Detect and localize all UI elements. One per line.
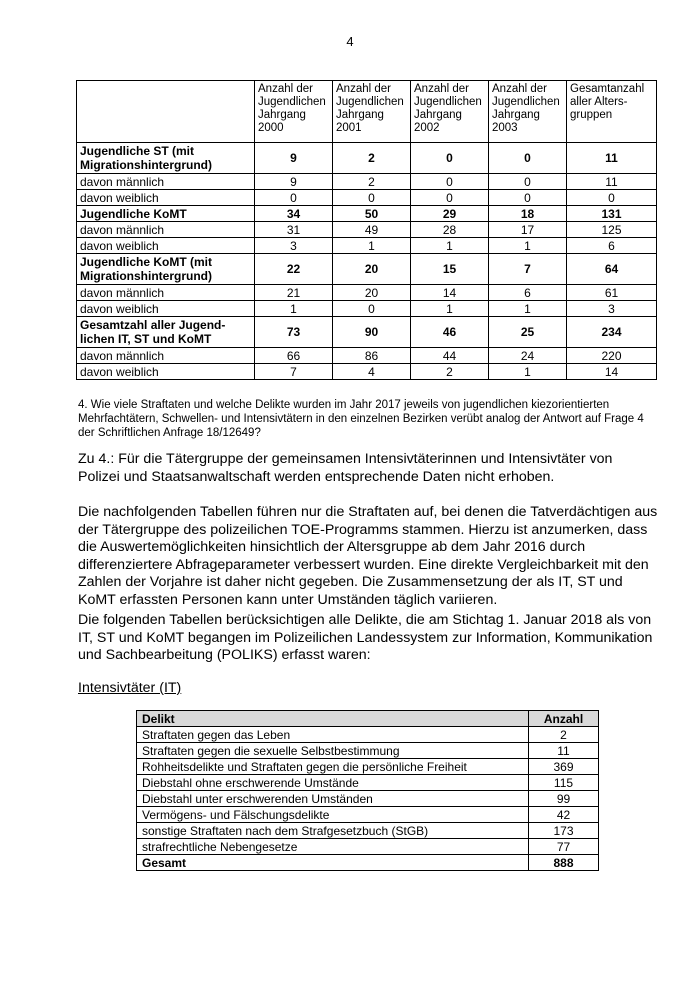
- table-row: [137, 839, 599, 855]
- row-value: 220: [567, 348, 657, 364]
- row-value: 7: [489, 254, 567, 285]
- answer-paragraph-1: Zu 4.: Für die Tätergruppe der gemeinsamen Intensivtäterinnen und Intensivtäter von Polizei und Staatsanwaltschaft werden entsprechende Daten nicht erhoben.: [78, 451, 613, 485]
- header-2003: Anzahl der Jugendlichen Jahrgang 2003: [489, 81, 567, 143]
- row-value: 86: [333, 348, 411, 364]
- row-value: 18: [489, 206, 567, 222]
- section-heading-intensivtaeter: Intensivtäter (IT): [78, 680, 182, 696]
- youth-offender-table: [76, 80, 657, 380]
- table-row: [77, 348, 657, 364]
- row-value: 2: [333, 174, 411, 190]
- table-row: [137, 759, 599, 775]
- total-row: [137, 855, 599, 871]
- row-value: 1: [489, 301, 567, 317]
- answer-paragraph-3: Die folgenden Tabellen berücksichtigen alle Delikte, die am Stichtag 1. Januar 2018 als von IT, ST und KoMT begangen im Polizeilichen Landessystem zur Information, Kommunikation und Sachbearbeitung (POLIKS) erfasst waren:: [78, 612, 653, 663]
- offense-name: sonstige Straftaten nach dem Strafgesetzbuch (StGB): [137, 823, 529, 839]
- row-value: 14: [567, 364, 657, 380]
- row-value: 0: [411, 174, 489, 190]
- header-2002: Anzahl der Jugendlichen Jahrgang 2002: [411, 81, 489, 143]
- row-value: 0: [411, 143, 489, 174]
- row-value: 34: [255, 206, 333, 222]
- row-value: 0: [489, 174, 567, 190]
- table-row: [137, 727, 599, 743]
- header-total: Gesamtanzahl aller Alters-gruppen: [567, 81, 657, 143]
- row-value: 0: [255, 190, 333, 206]
- row-value: 1: [489, 238, 567, 254]
- row-value: 131: [567, 206, 657, 222]
- row-value: 0: [333, 190, 411, 206]
- row-value: 0: [333, 301, 411, 317]
- row-value: 28: [411, 222, 489, 238]
- offense-table: [136, 710, 599, 871]
- table-row: [77, 317, 657, 348]
- row-value: 15: [411, 254, 489, 285]
- row-value: 46: [411, 317, 489, 348]
- offense-count: 369: [529, 759, 599, 775]
- offense-count: 42: [529, 807, 599, 823]
- table-row: [77, 222, 657, 238]
- table-header-row: [77, 81, 657, 143]
- offense-count: 77: [529, 839, 599, 855]
- row-value: 24: [489, 348, 567, 364]
- row-value: 25: [489, 317, 567, 348]
- row-label: davon weiblich: [77, 238, 255, 254]
- table-row: [77, 285, 657, 301]
- row-value: 31: [255, 222, 333, 238]
- row-value: 14: [411, 285, 489, 301]
- offense-count: 115: [529, 775, 599, 791]
- row-value: 22: [255, 254, 333, 285]
- row-value: 20: [333, 285, 411, 301]
- offense-count: 11: [529, 743, 599, 759]
- offense-name: strafrechtliche Nebengesetze: [137, 839, 529, 855]
- table-row: [137, 775, 599, 791]
- row-value: 1: [489, 364, 567, 380]
- row-value: 6: [489, 285, 567, 301]
- answer-paragraph-2: Die nachfolgenden Tabellen führen nur die Straftaten auf, bei denen die Tatverdächtigen aus der Tätergruppe des polizeilichen TOE-Programms stammen. Hierzu ist anzumerken, dass die Auswertemöglichkeiten hinsichtlich der Altersgruppe ab dem Jahr 2016 durch differenziertere Abfrageparameter verbessert wurden. Eine direkte Vergleichbarkeit mit den Zahlen der Vorjahre ist daher nicht gegeben. Die Zusammensetzung der als IT, ST und KoMT erfassten Personen kann unter Umständen täglich variieren.: [78, 504, 658, 608]
- total-label: Gesamt: [137, 855, 529, 871]
- row-value: 0: [489, 190, 567, 206]
- offense-header-row: [137, 711, 599, 727]
- row-value: 6: [567, 238, 657, 254]
- table-row: [137, 791, 599, 807]
- row-value: 61: [567, 285, 657, 301]
- row-value: 73: [255, 317, 333, 348]
- row-value: 11: [567, 174, 657, 190]
- table-row: [77, 254, 657, 285]
- row-label: davon männlich: [77, 174, 255, 190]
- offense-name: Diebstahl unter erschwerenden Umständen: [137, 791, 529, 807]
- row-value: 9: [255, 174, 333, 190]
- row-value: 44: [411, 348, 489, 364]
- row-value: 90: [333, 317, 411, 348]
- row-label: davon weiblich: [77, 301, 255, 317]
- table-row: [137, 807, 599, 823]
- row-value: 21: [255, 285, 333, 301]
- row-value: 0: [411, 190, 489, 206]
- question-4: 4. Wie viele Straftaten und welche Delikte wurden im Jahr 2017 jeweils von jugendlichen kiezorientierten Mehrfachtätern, Schwellen- und Intensivtätern in den einzelnen Bezirken verübt analog der Antwort auf Frage 4 der Schriftlichen Anfrage 18/12649?: [78, 399, 644, 439]
- table-row: [77, 206, 657, 222]
- row-value: 50: [333, 206, 411, 222]
- offense-count: 173: [529, 823, 599, 839]
- table-row: [77, 174, 657, 190]
- row-value: 20: [333, 254, 411, 285]
- table-row: [77, 301, 657, 317]
- row-value: 2: [411, 364, 489, 380]
- row-label: davon männlich: [77, 222, 255, 238]
- header-empty: [77, 81, 255, 143]
- offense-name: Straftaten gegen das Leben: [137, 727, 529, 743]
- offense-name: Straftaten gegen die sexuelle Selbstbestimmung: [137, 743, 529, 759]
- row-label: Jugendliche KoMT (mit Migrationshintergrund): [77, 254, 255, 285]
- page-number: 4: [346, 34, 354, 49]
- row-value: 7: [255, 364, 333, 380]
- row-value: 0: [489, 143, 567, 174]
- row-label: davon weiblich: [77, 364, 255, 380]
- offense-name: Diebstahl ohne erschwerende Umstände: [137, 775, 529, 791]
- table-row: [77, 143, 657, 174]
- row-value: 3: [567, 301, 657, 317]
- row-value: 234: [567, 317, 657, 348]
- offense-name: Rohheitsdelikte und Straftaten gegen die persönliche Freiheit: [137, 759, 529, 775]
- row-label: davon männlich: [77, 348, 255, 364]
- row-value: 1: [411, 238, 489, 254]
- row-value: 49: [333, 222, 411, 238]
- table-row: [77, 190, 657, 206]
- row-value: 1: [333, 238, 411, 254]
- table-row: [77, 238, 657, 254]
- row-label: Jugendliche ST (mit Migrationshintergrund): [77, 143, 255, 174]
- row-value: 66: [255, 348, 333, 364]
- header-delikt: Delikt: [137, 711, 529, 727]
- table-row: [77, 364, 657, 380]
- row-value: 3: [255, 238, 333, 254]
- row-value: 1: [411, 301, 489, 317]
- row-value: 125: [567, 222, 657, 238]
- header-2001: Anzahl der Jugendlichen Jahrgang 2001: [333, 81, 411, 143]
- row-value: 9: [255, 143, 333, 174]
- row-value: 4: [333, 364, 411, 380]
- offense-count: 2: [529, 727, 599, 743]
- row-label: davon männlich: [77, 285, 255, 301]
- header-anzahl: Anzahl: [529, 711, 599, 727]
- table-row: [137, 743, 599, 759]
- row-label: Jugendliche KoMT: [77, 206, 255, 222]
- row-value: 2: [333, 143, 411, 174]
- offense-count: 99: [529, 791, 599, 807]
- row-value: 1: [255, 301, 333, 317]
- row-value: 0: [567, 190, 657, 206]
- table-row: [137, 823, 599, 839]
- row-label: davon weiblich: [77, 190, 255, 206]
- header-2000: Anzahl der Jugendlichen Jahrgang 2000: [255, 81, 333, 143]
- row-label: Gesamtzahl aller Jugendlichen IT, ST und KoMT: [77, 317, 255, 348]
- row-value: 11: [567, 143, 657, 174]
- row-value: 64: [567, 254, 657, 285]
- offense-name: Vermögens- und Fälschungsdelikte: [137, 807, 529, 823]
- total-count: 888: [529, 855, 599, 871]
- row-value: 29: [411, 206, 489, 222]
- row-value: 17: [489, 222, 567, 238]
